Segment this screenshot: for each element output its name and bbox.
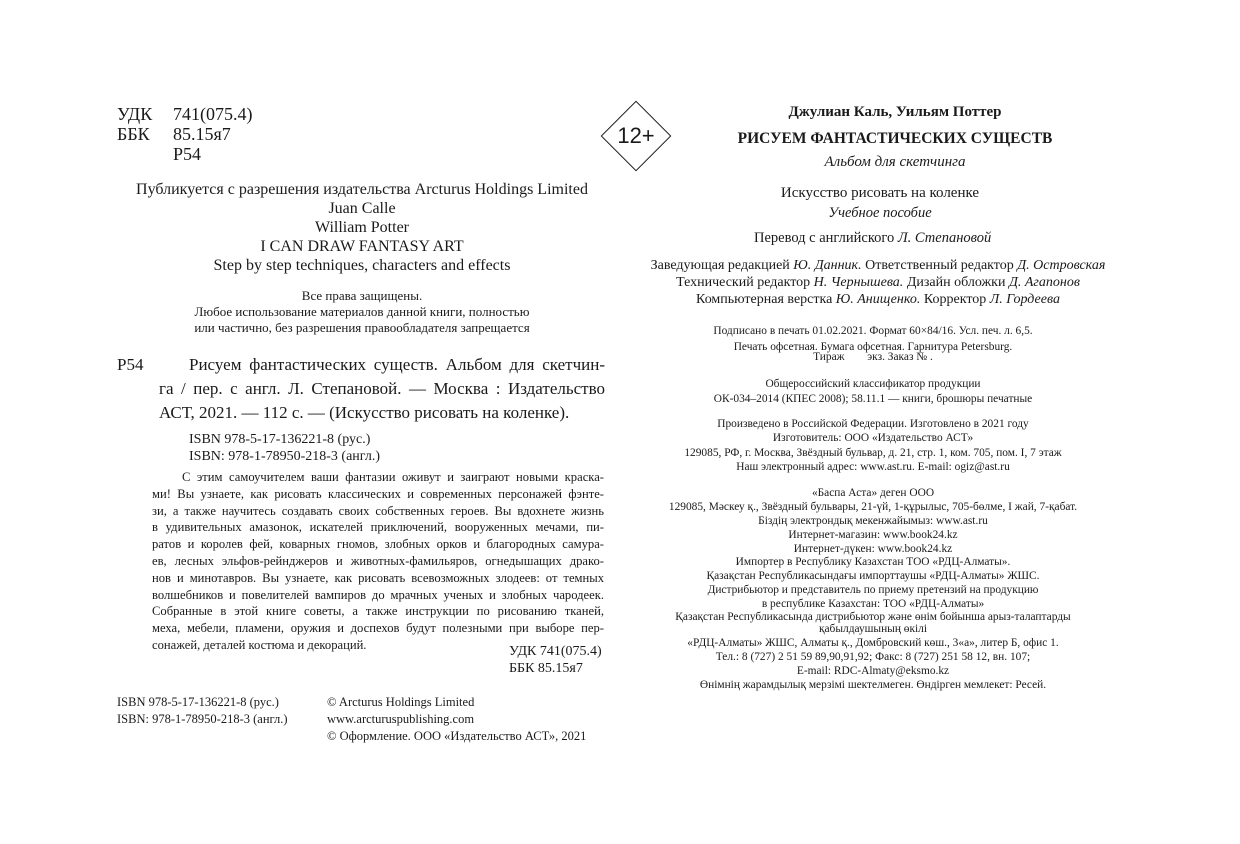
classifier-2: ОК-034–2014 (КПЕС 2008); 58.11.1 — книги, брошюры печатные	[713, 393, 1033, 405]
annotation-line: волшебников и повелителей вампиров до мрачных ученых и злобных чародеек.	[152, 587, 604, 602]
annotation-line: нов и минотавров. Вы узнаете, как рисовать всевозможных злодеев: от темных	[152, 570, 604, 585]
classifier-1: Общероссийский классификатор продукции	[765, 378, 981, 390]
annotation-line: сонажей, деталей костюма и декораций.	[152, 637, 367, 652]
translation-credit	[754, 229, 991, 247]
permission-line-1: Публикуется с разрешения издательства Arcturus Holdings Limited	[136, 181, 588, 198]
credit-person: Д. Агапонов	[1008, 275, 1080, 290]
annotation-line: в удивительных амазонок, искателей приключений, вооруженных мечами, пи-	[152, 520, 604, 535]
manufacturer-3: 129085, РФ, г. Москва, Звёздный бульвар, д. 21, стр. 1, ком. 705, пом. I, 7 этаж	[684, 447, 1062, 459]
rights-line-3: или частично, без разрешения правообладателя запрещается	[194, 320, 530, 335]
kz-line: Интернет-дүкен: www.book24.kz	[793, 543, 953, 555]
credit-role: Корректор	[923, 292, 987, 307]
age-rating-text: 12+	[617, 123, 655, 148]
biblio-code: Р54	[117, 355, 144, 374]
footer-isbn-ru: ISBN 978-5-17-136221-8 (рус.)	[117, 695, 279, 709]
credits-line-1	[628, 257, 1128, 274]
credit-role: Заведующая редакцией	[650, 258, 790, 273]
udk-line	[117, 104, 253, 124]
print-info-1: Подписано в печать 01.02.2021. Формат 60×84/16. Усл. печ. л. 6,5.	[713, 325, 1033, 337]
kz-line: E-mail: RDC-Almaty@eksmo.kz	[796, 665, 950, 677]
kz-line: Біздің электрондық мекенжайымыз: www.ast.ru	[758, 515, 988, 527]
footer-isbn-en: ISBN: 978-1-78950-218-3 (англ.)	[117, 712, 288, 726]
udk-value: 741(075.4)	[173, 104, 253, 124]
manufacturer-1: Произведено в Российской Федерации. Изготовлено в 2021 году	[717, 418, 1029, 430]
manufacturer-4: Наш электронный адрес: www.ast.ru. E-mail: ogiz@ast.ru	[736, 461, 1010, 473]
kz-line: Өнімнің жарамдылық мерзімі шектелмеген. Өндірген мемлекет: Ресей.	[699, 679, 1047, 691]
author-mark-line	[117, 144, 201, 164]
credit-person: Ю. Данник.	[793, 258, 862, 273]
annotation-line: ратов и королев фей, коварных гномов, злобных орков и благородных самура-	[152, 537, 604, 552]
arcturus-website: www.arcturuspublishing.com	[327, 712, 475, 726]
kz-line: «РДЦ-Алматы» ЖШС, Алматы қ., Домбровский көш., 3«а», литер Б, офис 1.	[687, 637, 1059, 649]
annotation-line: ев, лесных эльфов-рейнджеров и животных-фамильяров, огнедышащих драко-	[152, 553, 604, 568]
credit-role: Технический редактор	[676, 275, 811, 290]
annotation-line: Собранные в этой книге советы, а также инструкции по рисованию тканей,	[152, 604, 604, 619]
kz-line: Қазақстан Республикасында дистрибьютор және өнім бойынша арыз-талаптарды	[675, 611, 1071, 623]
isbn-en: ISBN: 978-1-78950-218-3 (англ.)	[189, 449, 380, 464]
annotation-line: зи, а также научитесь создавать своих собственных героев. Вы вдохнете жизнь	[152, 503, 604, 518]
manufacturer-2: Изготовитель: ООО «Издательство АСТ»	[772, 432, 974, 444]
credits-line-3	[628, 291, 1128, 308]
translator-name: Л. Степановой	[897, 230, 992, 246]
book-title: РИСУЕМ ФАНТАСТИЧЕСКИХ СУЩЕСТВ	[737, 130, 1053, 147]
kz-line: қабылдаушының өкілі	[818, 623, 928, 635]
original-title: I CAN DRAW FANTASY ART	[260, 238, 464, 255]
kz-line: Интернет-магазин: www.book24.kz	[788, 529, 958, 541]
credit-person: Д. Островская	[1017, 258, 1106, 273]
bbk-key: ББК	[117, 124, 150, 144]
original-author-1: Juan Calle	[328, 200, 396, 217]
bbk-line	[117, 124, 231, 144]
author-mark-value: Р54	[173, 144, 202, 164]
annotation-line: ми! Вы узнаете, как рисовать классических и современных персонажей фэнте-	[152, 486, 604, 501]
series-name: Искусство рисовать на коленке	[780, 185, 980, 201]
credit-person: Л. Гордеева	[989, 292, 1060, 307]
biblio-line-3: АСТ, 2021. — 112 с. — (Искусство рисовать на коленке).	[159, 403, 570, 422]
print-info-3: Тираж экз. Заказ № .	[813, 351, 933, 363]
kz-line: в республике Казахстан: ТОО «РДЦ-Алматы»	[761, 598, 985, 610]
original-subtitle: Step by step techniques, characters and effects	[213, 257, 511, 274]
isbn-ru: ISBN 978-5-17-136221-8 (рус.)	[189, 432, 371, 447]
translation-prefix: Перевод с английского	[754, 230, 895, 246]
credit-person: Ю. Анищенко.	[835, 292, 921, 307]
annotation-line: меха, мебели, пламени, оружия и доспехов будут полезными при выборе пер-	[152, 621, 604, 636]
kz-line: Тел.: 8 (727) 2 51 59 89,90,91,92; Факс: 8 (727) 251 58 12, вн. 107;	[715, 651, 1031, 663]
udk-key: УДК	[117, 104, 153, 124]
kz-line: Қазақстан Республикасындағы импорттаушы «РДЦ-Алматы» ЖШС.	[706, 570, 1040, 582]
rights-line-2: Любое использование материалов данной книги, полностью	[194, 304, 530, 319]
bbk-value: 85.15я7	[173, 124, 231, 144]
credit-role: Компьютерная верстка	[696, 292, 833, 307]
kz-line: 129085, Мәскеу қ., Звёздный бульвары, 21-үй, 1-құрылыс, 705-бөлме, I жай, 7-қабат.	[668, 501, 1078, 513]
credit-role: Дизайн обложки	[906, 275, 1006, 290]
original-author-2: William Potter	[314, 219, 409, 236]
copyright-arcturus: © Arcturus Holdings Limited	[327, 695, 475, 709]
print-info-2: Печать офсетная. Бумага офсетная. Гарнитура Petersburg.	[733, 341, 1013, 353]
biblio-line-2: га / пер. с англ. Л. Степановой. — Москва : Издательство	[159, 379, 605, 398]
credits-line-2	[628, 274, 1128, 291]
credit-role: Ответственный редактор	[865, 258, 1014, 273]
bottom-udk: УДК 741(075.4)	[509, 644, 602, 659]
genre: Учебное пособие	[828, 205, 932, 221]
bottom-bbk: ББК 85.15я7	[509, 661, 583, 676]
copyright-ast: © Оформление. ООО «Издательство АСТ», 2021	[327, 729, 587, 743]
book-subtitle: Альбом для скетчинга	[824, 154, 966, 170]
kz-line: Импортер в Республику Казахстан ТОО «РДЦ-Алматы».	[735, 556, 1011, 568]
rights-line-1: Все права защищены.	[301, 288, 423, 303]
annotation	[152, 469, 604, 654]
annotation-line: С этим самоучителем ваши фантазии оживут и заиграют новыми краска-	[182, 470, 604, 484]
kz-line: Дистрибьютор и представитель по приему претензий на продукцию	[707, 584, 1039, 596]
biblio-line-1: Рисуем фантастических существ. Альбом для скетчин-	[189, 355, 605, 374]
kz-line: «Баспа Аста» деген ООО	[811, 487, 935, 499]
authors: Джулиан Каль, Уильям Поттер	[788, 104, 1002, 120]
credit-person: Н. Чернышева.	[813, 275, 904, 290]
